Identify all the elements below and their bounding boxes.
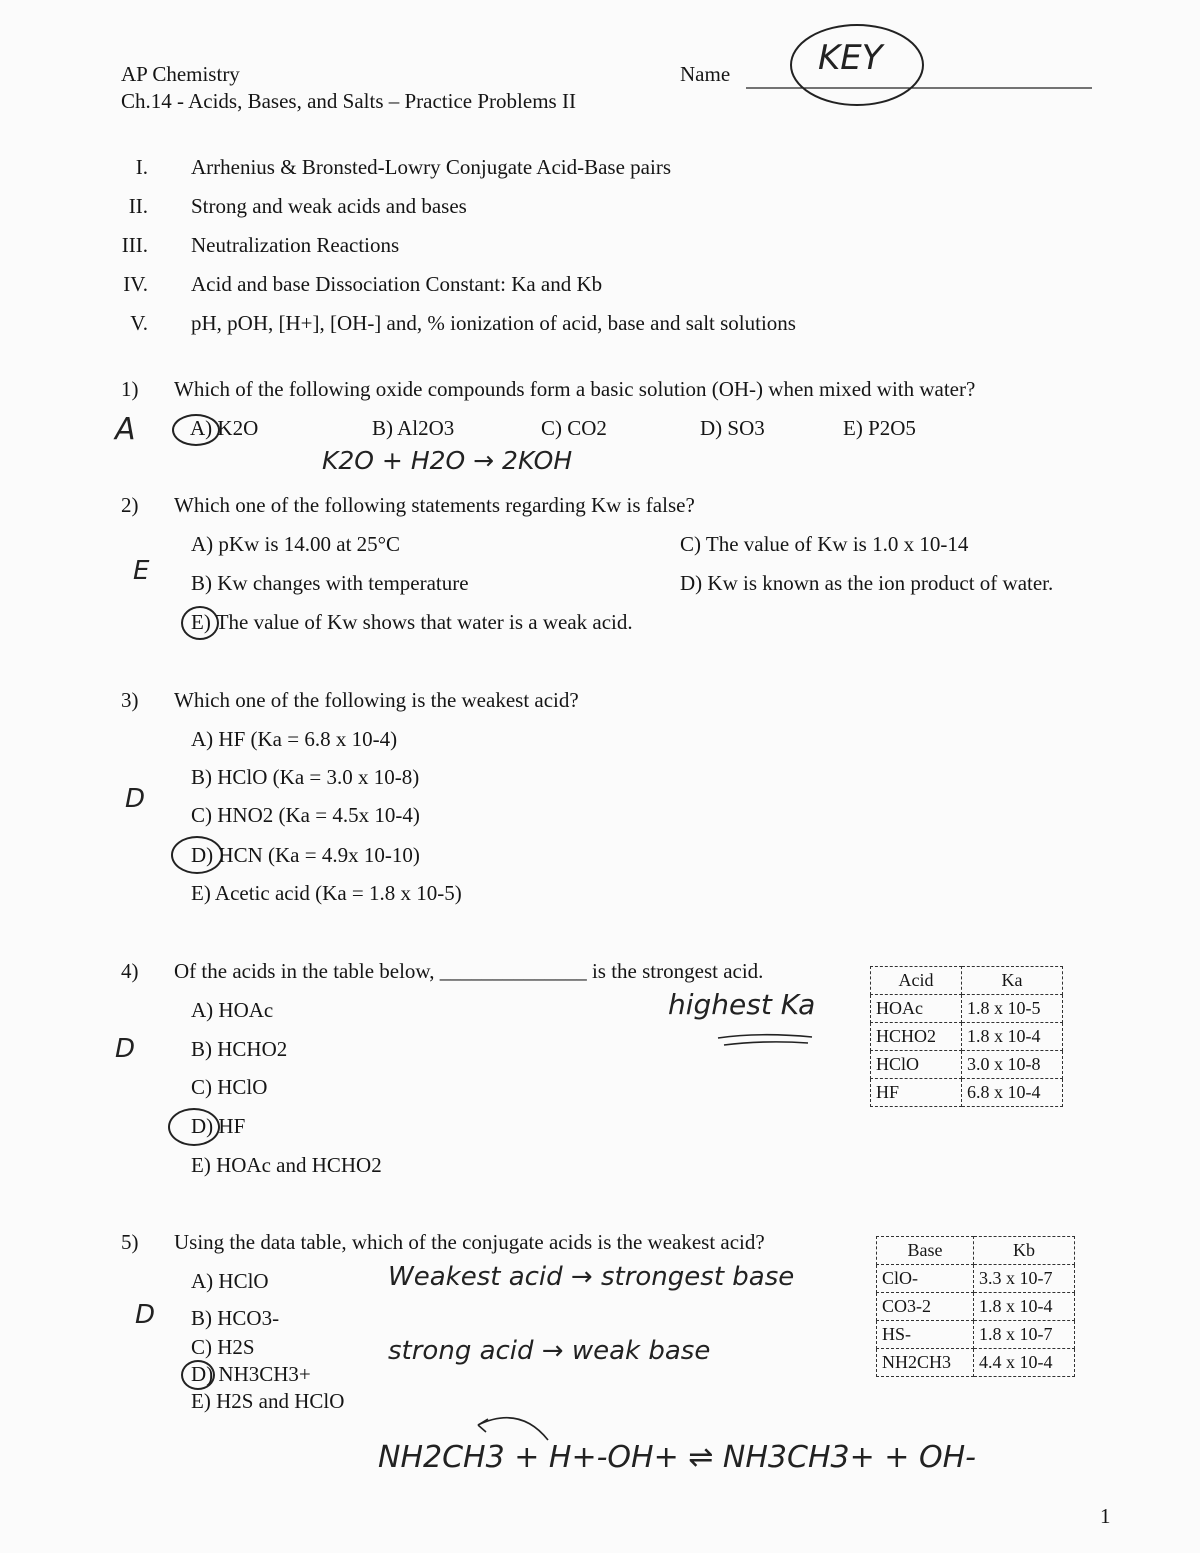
arrow-mark	[478, 1418, 548, 1440]
topic-number: I.	[135, 155, 148, 179]
choice: B) HCHO2	[191, 1037, 288, 1061]
table-cell: CO3-2	[877, 1293, 974, 1321]
choice: E) H2S and HClO	[191, 1389, 345, 1413]
choice: D) SO3	[700, 416, 765, 440]
choice: E) P2O5	[843, 416, 916, 440]
table-row	[877, 1321, 1075, 1349]
question-text: Of the acids in the table below, ______________ is the strongest acid.	[174, 959, 764, 983]
topic-number: IV.	[123, 272, 148, 296]
table-row	[877, 1293, 1075, 1321]
table-row	[871, 995, 1063, 1023]
table-cell: 1.8 x 10-5	[962, 995, 1063, 1023]
answer-note: A	[115, 412, 136, 447]
table-header-cell: Base	[877, 1237, 974, 1265]
choice: A) HF (Ka = 6.8 x 10-4)	[191, 727, 398, 751]
table-row	[871, 1023, 1063, 1051]
choice: A) HClO	[191, 1269, 269, 1293]
work-note: strong acid → weak base	[388, 1336, 711, 1366]
table-cell: HS-	[877, 1321, 974, 1349]
table-cell: 3.0 x 10-8	[962, 1051, 1063, 1079]
question-text: Using the data table, which of the conjugate acids is the weakest acid?	[174, 1230, 765, 1254]
question-number: 4)	[121, 959, 139, 983]
acid-ka-table	[870, 966, 1063, 1107]
table-row	[877, 1265, 1075, 1293]
answer-note: D	[125, 784, 146, 814]
work-note: Weakest acid → strongest base	[388, 1262, 795, 1292]
choice: D) HCN (Ka = 4.9x 10-10)	[191, 843, 420, 867]
choice: A) K2O	[190, 416, 259, 440]
question-text: Which one of the following is the weakest acid?	[174, 688, 579, 712]
topic-number: V.	[130, 311, 148, 335]
choice: D) Kw is known as the ion product of water.	[680, 571, 1054, 595]
page-number: 1	[1100, 1504, 1111, 1528]
choice: C) HNO2 (Ka = 4.5x 10-4)	[191, 803, 420, 827]
choice: A) pKw is 14.00 at 25°C	[191, 532, 401, 556]
table-cell: HOAc	[871, 995, 962, 1023]
question-number: 1)	[121, 377, 139, 401]
equation-note: NH2CH3 + H+-OH+ ⇌ NH3CH3+ + OH-	[378, 1440, 976, 1475]
base-kb-table	[876, 1236, 1075, 1377]
choice: C) CO2	[541, 416, 607, 440]
topic-text: pH, pOH, [H+], [OH-] and, % ionization of acid, base and salt solutions	[191, 311, 796, 335]
topic-text: Strong and weak acids and bases	[191, 194, 467, 218]
choice: E) Acetic acid (Ka = 1.8 x 10-5)	[191, 881, 462, 905]
question-number: 2)	[121, 493, 139, 517]
underline-mark	[724, 1042, 808, 1045]
topic-number: III.	[121, 233, 148, 257]
table-cell: 4.4 x 10-4	[974, 1349, 1075, 1377]
name-label: Name	[680, 62, 731, 86]
choice: C) HClO	[191, 1075, 268, 1099]
question-number: 3)	[121, 688, 139, 712]
table-header-cell: Kb	[974, 1237, 1075, 1265]
table-cell: HCHO2	[871, 1023, 962, 1051]
table-cell: 1.8 x 10-4	[962, 1023, 1063, 1051]
work-note: K2O + H2O → 2KOH	[322, 446, 573, 475]
question-text: Which of the following oxide compounds form a basic solution (OH-) when mixed with water?	[174, 377, 976, 401]
table-cell: HClO	[871, 1051, 962, 1079]
table-cell: HF	[871, 1079, 962, 1107]
topic-text: Neutralization Reactions	[191, 233, 400, 257]
course-title: AP Chemistry	[121, 62, 240, 86]
choice: B) HClO (Ka = 3.0 x 10-8)	[191, 765, 420, 789]
answer-note: D	[115, 1034, 136, 1064]
table-header-cell: Acid	[871, 967, 962, 995]
choice: E) HOAc and HCHO2	[191, 1153, 382, 1177]
choice: B) Al2O3	[372, 416, 455, 440]
table-cell: ClO-	[877, 1265, 974, 1293]
choice: C) H2S	[191, 1335, 255, 1359]
topic-text: Arrhenius & Bronsted-Lowry Conjugate Acid-Base pairs	[191, 155, 671, 179]
question-number: 5)	[121, 1230, 139, 1254]
page-subtitle: Ch.14 - Acids, Bases, and Salts – Practice Problems II	[121, 89, 576, 113]
key-note: KEY	[818, 38, 883, 78]
choice: C) The value of Kw is 1.0 x 10-14	[680, 532, 969, 556]
table-row	[871, 1051, 1063, 1079]
underline-mark	[718, 1035, 812, 1038]
answer-note: E	[133, 556, 150, 586]
topic-text: Acid and base Dissociation Constant: Ka and Kb	[191, 272, 603, 296]
table-row	[877, 1349, 1075, 1377]
choice: B) HCO3-	[191, 1306, 280, 1330]
table-header-row	[871, 967, 1063, 995]
table-cell: 3.3 x 10-7	[974, 1265, 1075, 1293]
question-text: Which one of the following statements regarding Kw is false?	[174, 493, 695, 517]
choice: E) The value of Kw shows that water is a weak acid.	[191, 610, 633, 634]
choice: A) HOAc	[191, 998, 274, 1022]
table-cell: NH2CH3	[877, 1349, 974, 1377]
choice: D) NH3CH3+	[191, 1362, 311, 1386]
table-header-row	[877, 1237, 1075, 1265]
table-cell: 1.8 x 10-7	[974, 1321, 1075, 1349]
choice: B) Kw changes with temperature	[191, 571, 469, 595]
work-note: highest Ka	[668, 988, 816, 1021]
table-cell: 1.8 x 10-4	[974, 1293, 1075, 1321]
table-header-cell: Ka	[962, 967, 1063, 995]
choice: D) HF	[191, 1114, 246, 1138]
table-row	[871, 1079, 1063, 1107]
table-cell: 6.8 x 10-4	[962, 1079, 1063, 1107]
answer-note: D	[135, 1300, 156, 1330]
topic-number: II.	[128, 194, 148, 218]
